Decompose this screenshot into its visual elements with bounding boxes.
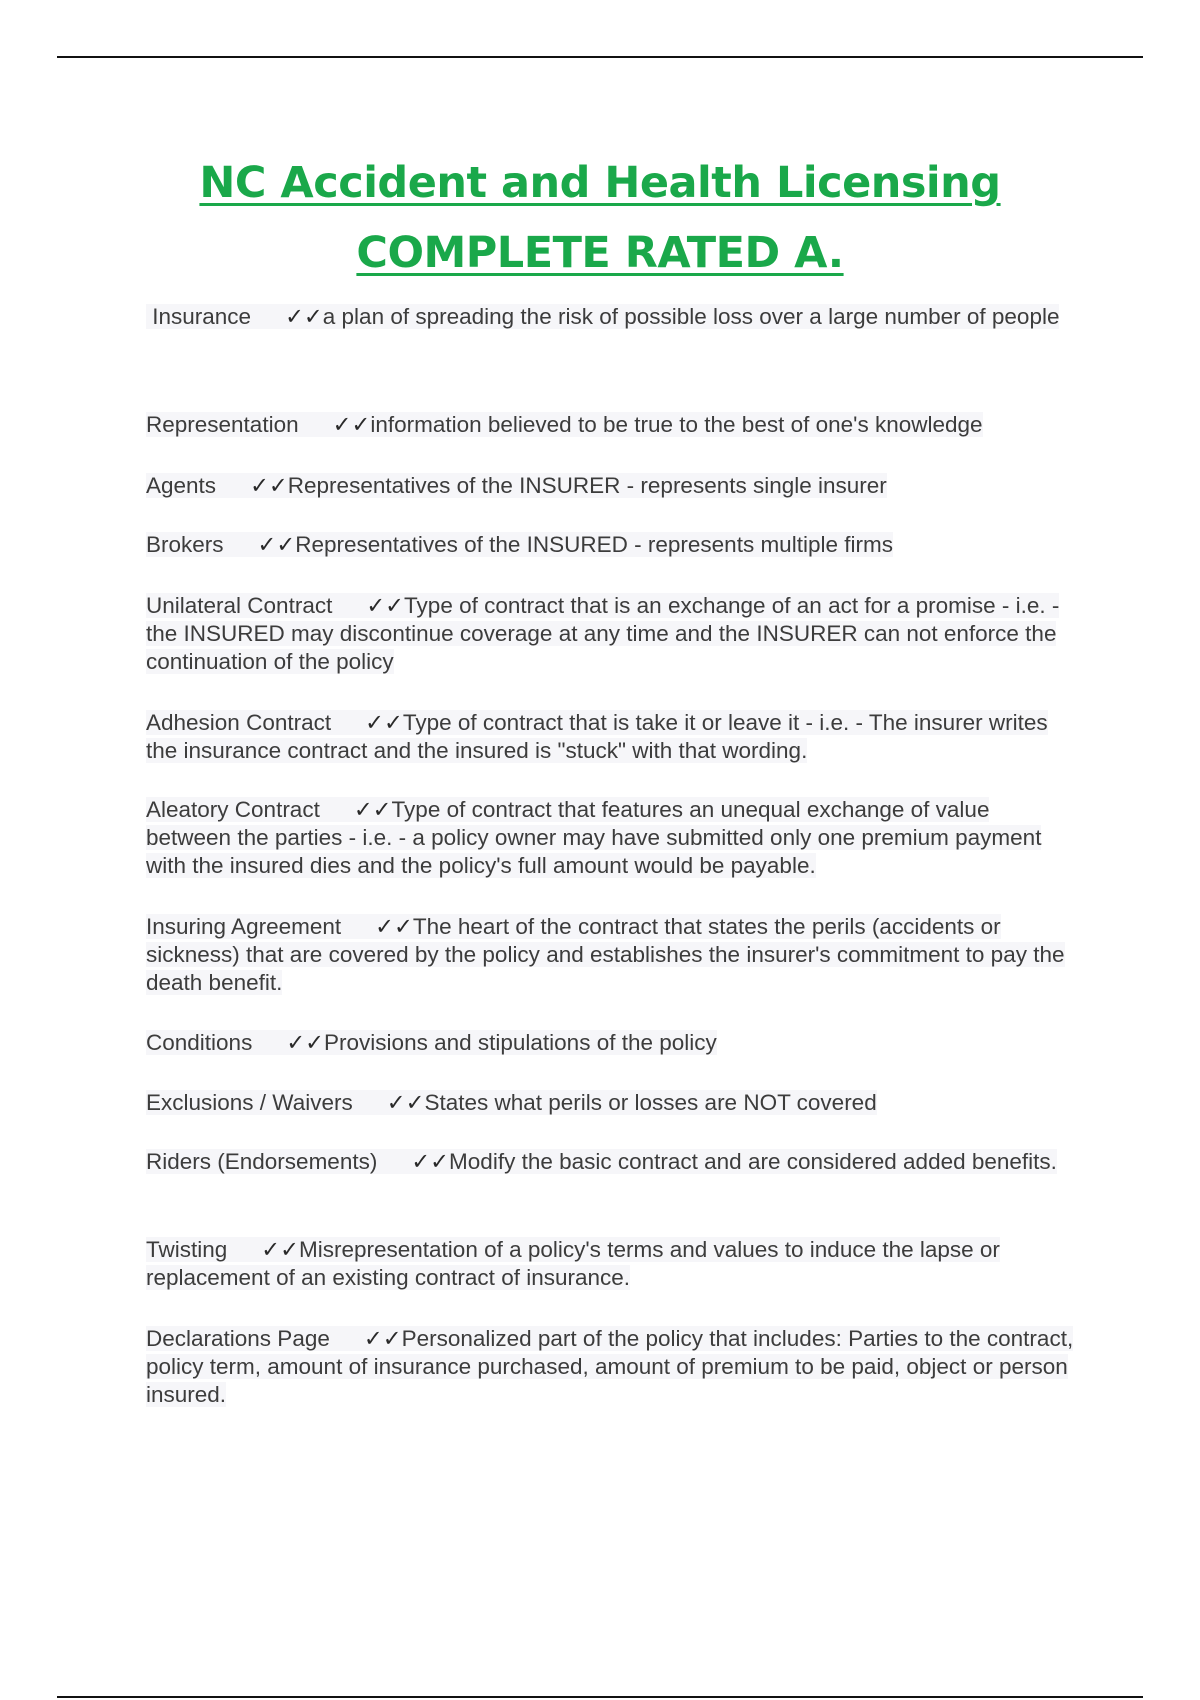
entry-adhesion-contract xyxy=(146,709,1076,765)
entry-twisting xyxy=(146,1236,1076,1292)
entry-term: Exclusions / Waivers xyxy=(146,1090,353,1115)
entry-definition: Misrepresentation of a policy's terms and values to induce the lapse or replacement of an existing contract of insurance. xyxy=(146,1237,1000,1290)
entry-definition: a plan of spreading the risk of possible loss over a large number of people xyxy=(322,304,1060,329)
double-check-icon: ✓✓ xyxy=(257,532,296,557)
entry-unilateral-contract xyxy=(146,592,1076,676)
entry-insuring-agreement xyxy=(146,913,1076,997)
entry-conditions xyxy=(146,1029,1076,1057)
entry-term: Conditions xyxy=(146,1030,253,1055)
top-rule xyxy=(57,56,1143,58)
double-check-icon: ✓✓ xyxy=(285,304,323,329)
bottom-rule xyxy=(57,1696,1143,1698)
entry-term: Riders (Endorsements) xyxy=(146,1149,378,1174)
entry-definition: Modify the basic contract and are considered added benefits. xyxy=(449,1149,1057,1174)
title-line-2: COMPLETE RATED A. xyxy=(356,228,844,278)
double-check-icon: ✓✓ xyxy=(353,797,392,822)
entry-term: Adhesion Contract xyxy=(146,710,332,735)
entry-definition: Provisions and stipulations of the policy xyxy=(324,1030,717,1055)
entry-aleatory-contract xyxy=(146,796,1076,880)
entry-term: Unilateral Contract xyxy=(146,593,333,618)
entry-term: Insuring Agreement xyxy=(146,914,342,939)
entry-definition: Representatives of the INSURER - represents single insurer xyxy=(287,473,887,498)
entry-insurance xyxy=(146,303,1076,331)
entry-definition: Type of contract that is take it or leave it - i.e. - The insurer writes the insurance contract and the insured is "stuck" with that wording. xyxy=(146,710,1048,763)
entry-representation xyxy=(146,411,1076,439)
entry-definition: Personalized part of the policy that includes: Parties to the contract, policy term, amount of insurance purchased, amount of premium to be paid, object or person insured. xyxy=(146,1326,1074,1407)
title-line-1: NC Accident and Health Licensing xyxy=(199,158,1001,208)
entry-brokers xyxy=(146,531,1076,559)
entry-term: Agents xyxy=(146,473,217,498)
entry-term: Declarations Page xyxy=(146,1326,330,1351)
entry-term: Brokers xyxy=(146,532,224,557)
entry-declarations-page xyxy=(146,1325,1076,1409)
entry-term: Insurance xyxy=(146,304,252,329)
document-title xyxy=(0,148,1200,288)
double-check-icon: ✓✓ xyxy=(261,1237,299,1262)
entry-definition: information believed to be true to the best of one's knowledge xyxy=(370,412,983,437)
entry-definition: Representatives of the INSURED - represents multiple firms xyxy=(295,532,893,557)
entry-definition: The heart of the contract that states the perils (accidents or sickness) that are covered by the policy and establishes the insurer's commitment to pay the death benefit. xyxy=(146,914,1065,995)
entry-term: Aleatory Contract xyxy=(146,797,320,822)
double-check-icon: ✓✓ xyxy=(366,593,405,618)
double-check-icon: ✓✓ xyxy=(363,1326,402,1351)
double-check-icon: ✓✓ xyxy=(386,1090,425,1115)
entry-definition: Type of contract that features an unequal exchange of value between the parties - i.e. - a policy owner may have submitted only one premium payment with the insured dies and the policy's full amount would be payable. xyxy=(146,797,1042,878)
double-check-icon: ✓✓ xyxy=(332,412,371,437)
entry-definition: Type of contract that is an exchange of an act for a promise - i.e. - the INSURED may discontinue coverage at any time and the INSURER can not enforce the continuation of the policy xyxy=(146,593,1060,674)
entry-agents xyxy=(146,472,1076,500)
entry-term: Representation xyxy=(146,412,299,437)
double-check-icon: ✓✓ xyxy=(411,1149,450,1174)
entry-riders-endorsements xyxy=(146,1148,1076,1176)
double-check-icon: ✓✓ xyxy=(250,473,288,498)
double-check-icon: ✓✓ xyxy=(375,914,413,939)
double-check-icon: ✓✓ xyxy=(365,710,403,735)
entry-exclusions-waivers xyxy=(146,1089,1076,1117)
double-check-icon: ✓✓ xyxy=(286,1030,325,1055)
entry-definition: States what perils or losses are NOT covered xyxy=(424,1090,877,1115)
entry-term: Twisting xyxy=(146,1237,228,1262)
